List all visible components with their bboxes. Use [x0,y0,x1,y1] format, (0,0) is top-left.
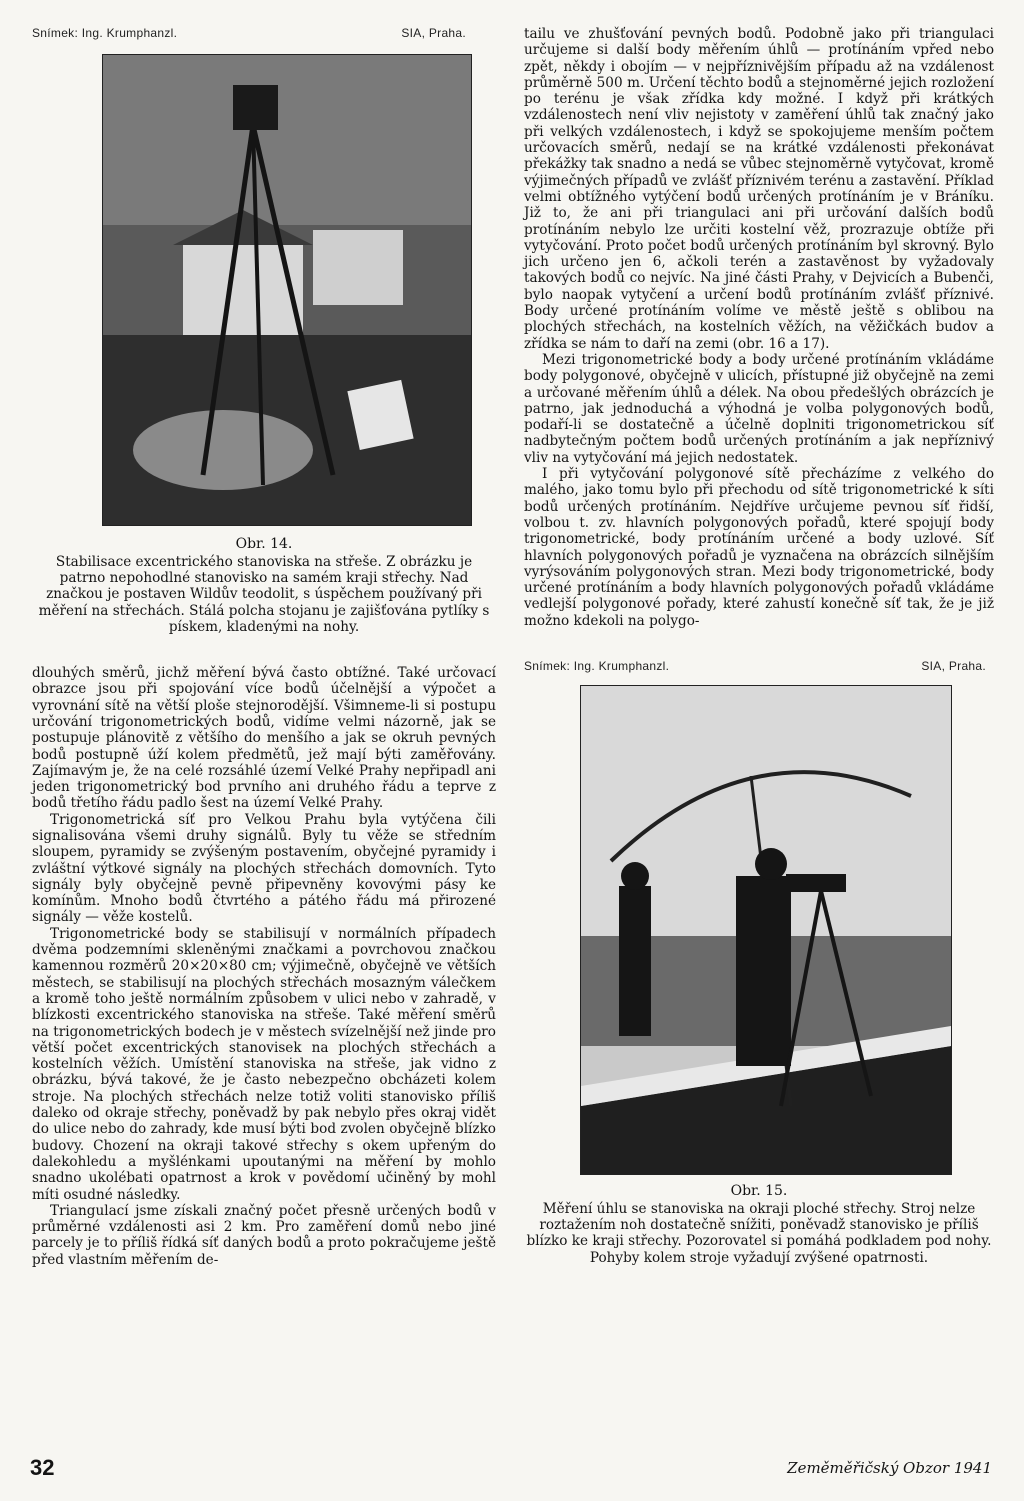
figure-14-photo [102,54,472,526]
figure-15-photo [580,685,952,1175]
figure-14-image [103,55,471,525]
right-paragraph-1: tailu ve zhušťování pevných bodů. Podobně jako při triangulaci určujeme si další body měřením úhlů — protínáním vpřed nebo zpět, někdy i obojím — v nejpříznivějším případu až na vzdálenost průměrně 500 m. Určení těchto bodů a stejnoměrné jejich rozložení po terénu je však zřídka kdy možné. I když při krátkých vzdálenostech není vliv nejistoty v zaměření úhlů tak značný jako při velkých vzdálenostech, i když se spokojujeme menším počtem určovacích směrů, nedají se na krátké vzdálenosti překonávat překážky tak snadno a nedá se vůbec stejnoměrně vytyčovat, kromě výjimečných případů ve zvlášť příznivém terénu a zastavění. Příklad velmi obtížného vytýčení bodů určených protínáním je v Bráníku. Již to, že ani při triangulaci ani při určování dalších bodů protínáním nebylo lze určiti kostelní věž, prozrazuje obtíže při vytyčování. Proto počet bodů určených protínáním byl skrovný. Bylo jich určeno jen 6, ačkoli terén a zastavěnost by vyžadovaly takových bodů co nejvíc. Na jiné části Prahy, v Dejvicích a Bubenči, bylo naopak vytyčení a určení bodů protínáním zvlášť příznivé. Body určené protínáním volíme ve městě ještě s oblibou na plochých střechách, na kostelních věžích, na věžičkách budov a zřídka se nám to daří na zemi (obr. 16 a 17). [524,26,994,352]
photo-credit-14 [32,26,496,40]
left-paragraph-2: Trigonometrická síť pro Velkou Prahu byla vytýčena čili signalisována všemi druhy signálů. Byly tu věže se středním sloupem, pyramidy se zvýšeným postavením, obyčejné pyramidy i zvláštní výtkové signály na plochých střechách domovních. Tyto signály byly obyčejně pevně připevněny kovovými pásy ke komínům. Mnoho bodů čtvrtého a pátého řádu má přirozené signály — věže kostelů. [32,811,496,926]
journal-title: Zeměměřičský Obzor 1941 [787,1459,992,1477]
right-paragraph-3: I při vytyčování polygonové sítě přecházíme z velkého do malého, jako tomu bylo při přechodu od sítě trigonometrické k síti bodů určených protínáním. Nejdříve určujeme pevnou síť řidší, volbou t. zv. hlavních polygonových pořadů, které spojují body trigonometrické, body protínáním určené a body uzlové. Síť hlavních polygonových pořadů je vyznačena na obrázcích silnějším vyrýsováním polygonových stran. Mezi body trigonometrické, body určené protínáním a body hlavních polygonových pořadů vkládáme vedlejší polygonové pořady, které zahustí konečně síť tak, že je již možno kdekoli na polygo- [524,466,994,629]
photo-credit-agency: SIA, Praha. [401,26,466,40]
photo-credit-agency: SIA, Praha. [921,658,986,673]
right-column [524,26,994,1266]
photo-credit-15 [524,659,994,673]
right-paragraph-2: Mezi trigonometrické body a body určené protínáním vkládáme body polygonové, obyčejně v ulicích, přístupné již obyčejně na zemi a určované měřením úhlů a délek. Na obou předešlých obrázcích je patrno, jak jednoduchá a výhodná je volba polygonových bodů, podaří-li se dostatečně a účelně doplniti trigonometrickou síť nadbytečným počtem bodů určených protínáním a jak nepříznivý vliv na vytyčování má jejich nedostatek. [524,351,994,466]
page-number: 32 [30,1455,55,1480]
left-paragraph-1: dlouhých směrů, jichž měření bývá často obtížné. Také určovací obrazce jsou při spojování více bodů účelnější a výpočet a vyrovnání sítě na větší ploše stejnorodější. Všimneme-li si postupu určování trigonometrických bodů, vidíme velmi názorně, jak se postupuje plánovitě z většího do menšího a jak se okruh pevných bodů postupně úží kolem předmětů, jež mají býti zaměřovány. Zajímavým je, že na celé rozsáhlé území Velké Prahy nepřipadl ani jeden trigonometrický bod prvního ani druhého řádu a teprve z bodů třetího řádu padlo šest na území Velké Prahy. [32,665,496,812]
left-paragraph-3: Trigonometrické body se stabilisují v normálních případech dvěma podzemními skleněnými značkami a povrchovou značkou kamennou rozměrů 20×20×80 cm; výjimečně, obyčejně ve větších městech, se stabilisují na plochých střechách mosazným válečkem a kromě toho ještě normálním způsobem v ulici nebo v zahradě, v blízkosti excentrického stanoviska na střeše. Také měření směrů na trigonometrických bodech je v městech svízelnější než jinde pro větší počet excentrických stanovisek na plochých střechách a kostelních věžích. Umístění stanoviska na střeše, jak vidno z obrázku, bývá takové, že je často nebezpečno obcházeti kolem stroje. Na plochých střechách nelze totiž voliti stanovisko příliš daleko od okraje střechy, poněvadž by pak nebylo přes okraj vidět do ulice nebo do zahrady, kde musí býti bod zvolen obyčejně blízko budovy. Chození na okraji takové střechy s okem upřeným do dalekohledu a myšlénkami upoutanými na měření by mohlo snadno ukolébati opatrnost a krok v povědomí učiněný by mohl míti osudné následky. [32,925,496,1203]
figure-15-caption: Měření úhlu se stanoviska na okraji ploché střechy. Stroj nelze roztažením noh dostatečně snížiti, poněvadž stanovisko je příliš blízko ke kraji střechy. Pozorovatel si pomáhá podkladem pod nohy. Pohyby kolem stroje vyžadují zvýšené opatrnosti. [526,1200,992,1266]
left-paragraph-4: Triangulací jsme získali značný počet přesně určených bodů v průměrné vzdálenosti asi 2 km. Pro zaměření domů nebo jiné parcely je to příliš řídká síť daných bodů a proto pokračujeme ještě před vlastním měřením de- [32,1202,496,1268]
figure-15-image [581,686,951,1174]
figure-14-label: Obr. 14. [235,536,293,552]
photo-credit-author: Snímek: Ing. Krumphanzl. [32,26,178,40]
figure-14-caption: Stabilisace excentrického stanoviska na střeše. Z obrázku je patrno nepohodlné stanovisko na samém kraji střechy. Nad značkou je postaven Wildův teodolit, s úspěchem používaný při měření na střechách. Stálá polcha stojanu je zajišťována pytlíky s pískem, kladenými na nohy. [38,554,490,635]
left-column [32,26,496,1268]
photo-credit-author: Snímek: Ing. Krumphanzl. [524,658,670,673]
figure-15-label: Obr. 15. [730,1182,788,1199]
